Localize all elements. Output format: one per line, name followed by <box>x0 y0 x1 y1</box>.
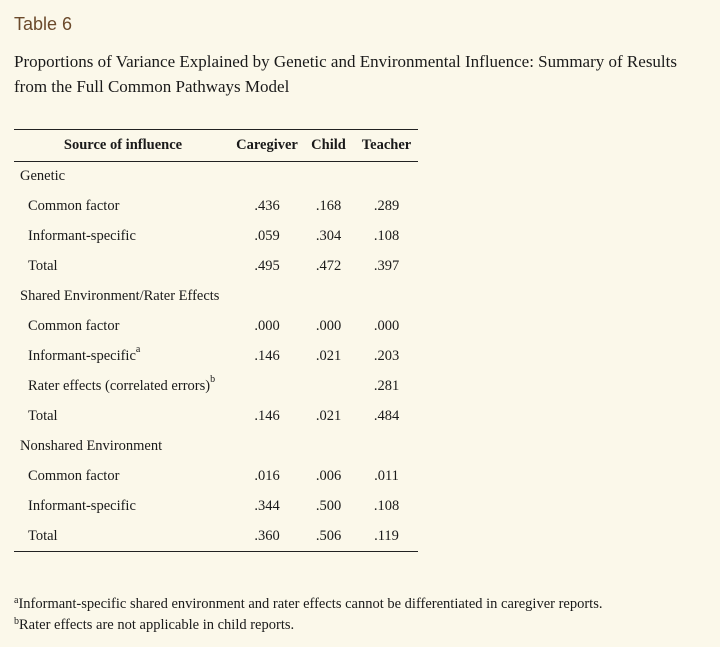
header-source: Source of influence <box>14 130 232 162</box>
table-row <box>14 222 418 252</box>
row-label <box>14 462 232 492</box>
cell-caregiver: .000 <box>254 318 280 334</box>
cell-caregiver: .146 <box>254 348 280 364</box>
cell-teacher: .000 <box>373 318 400 334</box>
cell-caregiver: .059 <box>254 228 280 244</box>
row-label <box>14 372 232 402</box>
table-body <box>14 162 418 552</box>
row-label <box>14 492 232 522</box>
cell-teacher <box>355 162 418 192</box>
cell-child <box>302 432 355 462</box>
table-header <box>14 130 418 162</box>
header-teacher: Teacher <box>355 130 418 162</box>
header-row <box>14 130 418 162</box>
cell-teacher: .108 <box>373 498 400 514</box>
row-label-text: Informant-specific <box>28 498 136 514</box>
cell-caregiver <box>232 432 302 462</box>
cell-child: .006 <box>315 468 342 484</box>
row-label <box>14 342 232 372</box>
row-label-text: Rater effects (correlated errors) <box>28 378 211 394</box>
cell-child: .021 <box>315 408 342 424</box>
cell-teacher: .397 <box>373 258 400 274</box>
table-row <box>14 462 418 492</box>
row-label <box>14 162 232 192</box>
results-table <box>14 129 418 552</box>
footnote-a <box>14 594 602 615</box>
header-caregiver: Caregiver <box>232 130 302 162</box>
table-row <box>14 312 418 342</box>
cell-teacher: .108 <box>373 228 400 244</box>
cell-caregiver: .016 <box>254 468 280 484</box>
cell-caregiver: .360 <box>254 527 280 544</box>
category-row <box>14 162 418 192</box>
row-label-text: Nonshared Environment <box>20 438 163 454</box>
cell-child <box>302 282 355 312</box>
cell-caregiver: .146 <box>254 408 280 424</box>
footnote-b-text: Rater effects are not applicable in child reports. <box>19 617 295 633</box>
cell-child <box>302 372 355 402</box>
footnote-marker: a <box>135 344 141 355</box>
cell-caregiver: .495 <box>254 258 280 274</box>
cell-child: .506 <box>315 527 342 544</box>
cell-child: .000 <box>315 318 342 334</box>
row-label <box>14 192 232 222</box>
cell-child: .472 <box>315 258 342 274</box>
category-row <box>14 432 418 462</box>
row-label <box>14 522 232 552</box>
row-label-text: Total <box>28 258 58 274</box>
variance-table <box>14 129 418 552</box>
footnote-b-mark: b <box>14 616 19 627</box>
table-row <box>14 492 418 522</box>
table-caption: Proportions of Variance Explained by Genetic and Environmental Influence: Summary of Results from the Full Common Pathways Model <box>14 52 677 96</box>
category-row <box>14 282 418 312</box>
row-label <box>14 432 232 462</box>
table-row <box>14 372 418 402</box>
cell-caregiver <box>232 282 302 312</box>
cell-child <box>302 162 355 192</box>
row-label-text: Genetic <box>20 168 66 185</box>
row-label-text: Common factor <box>28 318 120 334</box>
header-child: Child <box>302 130 355 162</box>
row-label-text: Common factor <box>28 198 120 214</box>
cell-teacher: .281 <box>373 378 400 394</box>
cell-teacher: .289 <box>373 198 400 214</box>
row-label-text: Informant-specific <box>28 348 136 364</box>
footnote-b <box>14 615 602 636</box>
table-row <box>14 402 418 432</box>
row-label <box>14 282 232 312</box>
footnote-marker: b <box>210 374 216 385</box>
cell-teacher: .011 <box>374 468 399 484</box>
table-row <box>14 522 418 552</box>
footnote-a-text: Informant-specific shared environment and rater effects cannot be differentiated in caregiver reports. <box>18 596 603 612</box>
cell-child: .021 <box>315 348 342 364</box>
row-label <box>14 312 232 342</box>
cell-child: .500 <box>315 498 342 514</box>
cell-teacher: .484 <box>373 408 400 424</box>
row-label <box>14 222 232 252</box>
cell-caregiver: .436 <box>254 198 280 214</box>
cell-child: .168 <box>315 198 342 214</box>
cell-teacher: .119 <box>374 527 399 544</box>
table-row <box>14 252 418 282</box>
table-row <box>14 192 418 222</box>
row-label-text: Total <box>28 527 58 544</box>
table-row <box>14 342 418 372</box>
row-label <box>14 252 232 282</box>
cell-caregiver <box>232 162 302 192</box>
row-label-text: Common factor <box>28 468 120 484</box>
row-label <box>14 402 232 432</box>
cell-caregiver <box>232 372 302 402</box>
table-label: Table 6 <box>14 14 73 34</box>
footnotes <box>14 594 602 636</box>
cell-caregiver: .344 <box>254 498 280 514</box>
cell-teacher <box>355 432 418 462</box>
cell-teacher <box>355 282 418 312</box>
cell-child: .304 <box>315 228 342 244</box>
row-label-text: Total <box>28 408 58 424</box>
row-label-text: Informant-specific <box>28 228 136 244</box>
row-label-text: Shared Environment/Rater Effects <box>20 288 220 304</box>
cell-teacher: .203 <box>373 348 400 364</box>
footnote-a-mark: a <box>14 595 19 606</box>
